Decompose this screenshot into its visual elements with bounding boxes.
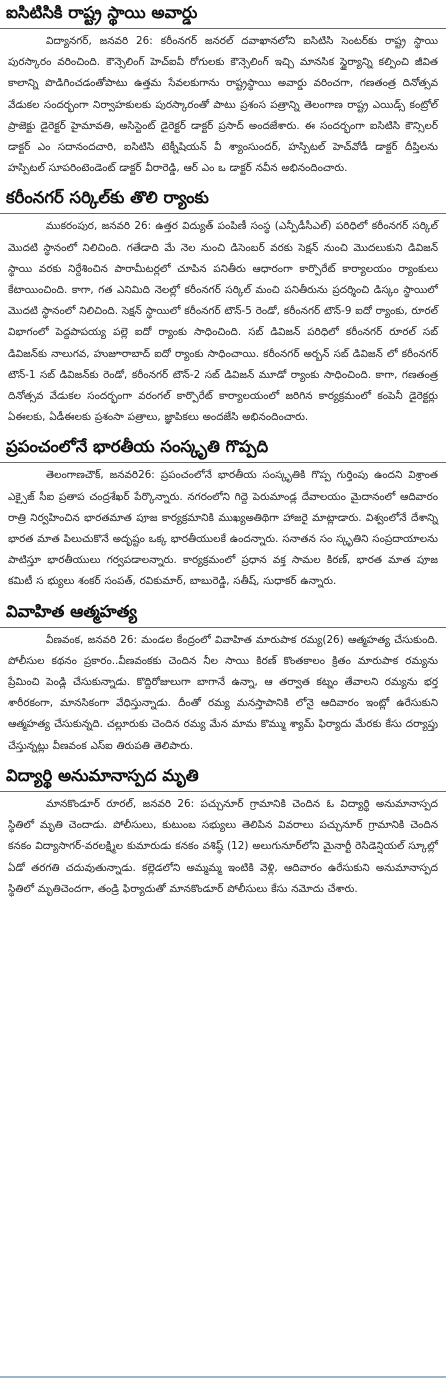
article-headline: వివాహిత ఆత్మహత్య [6,601,137,621]
article-body: ముకరంపుర, జనవరి 26: ఉత్తర విద్యుత్‌ పంపిణీ సంస్థ (ఎన్పీడీసీఎల్‌) పరిధిలో కరీంనగర్‌ సర్కిల్‌ మొదటి స్థానంలో నిలిచింది. గతేడాది మే నెల నుంచి డిసెంబర్‌ వరకు సెక్షన్‌ నుంచి మొదలుకుని డివిజన్‌ స్థాయి వరకు నిర్దేశించిన పారామీటర్లలో చూపిన పనితీరు ఆధారంగా కార్పొరేట్‌ కార్యాలయం ర్యాంకులు కేటాయించింది. కాగా, గత ఎనిమిది నెలల్లో కరీంనగర్‌ సర్కిల్‌ మంచి పనితీరును ప్రదర్శించి డిస్కం స్థాయిలో మొదటి స్థానంలో నిలిచింది. సెక్షన్‌ స్థాయిలో కరీంనగర్‌ టౌన్‌-5 రెండో, కరీంనగర్‌ టౌన్‌-9 ఐదో ర్యాంకు, రూరల్‌ విభాగంలో పెద్దపాపయ్య పల్లె ఐదో ర్యాంకు సాధించింది. సబ్‌ డివిజన్‌ పరిధిలో కరీంనగర్‌ రూరల్‌ సబ్‌ డివిజన్‌కు నాలుగవ, హుజూరాబాద్‌ ఐదో ర్యాంకు సాధించాయి. కరీంనగర్‌ అర్బన్‌ సబ్‌ డివిజన్‌ లో కరీంనగర్‌ టౌన్‌-1 సబ్‌ డివిజన్‌కు రెండో, కరీంనగర్‌ టౌన్‌-2 సబ్‌ డివిజన్‌ మూడో ర్యాంకు సాధించింది. కాగా, గణతంత్ర దినోత్సవ వేడుకల సందర్భంగా వరంగల్‌ కార్పొరేట్‌ కార్యాలయంలో జరిగిన కార్యక్రమంలో కంపెనీ డైరెక్టర్లు ఏఈలకు, ఏడీఈలకు ప్రశంసా పత్రాలు, జ్ఞాపికలు అందజేసి అభినందించారు. [8,220,438,424]
article-headline: కరీంనగర్‌ సర్కిల్‌కు తొలి ర్యాంకు [6,188,209,208]
article-body: మానకొండూర్‌ రూరల్‌, జనవరి 26: పచ్చునూర్‌ గ్రామానికి చెందిన ఓ విద్యార్థి అనుమానాస్పద స్థితిలో మృతి చెందాడు. పోలీసులు, కుటుంబ సభ్యులు తెలిపిన వివరాలు పచ్చునూర్‌ గ్రామానికి చెందిన కనకం విద్యాసాగర్‌-వరలక్ష్మిల కుమారుడు కనకం వశిష్ఠ్‌ (12) అలుగునూర్‌లోని మైనార్టీ రెసిడెన్షియల్‌ స్కూల్లో ఏడో తరగతి చదువుతున్నాడు. కల్లెడలోని అమ్మమ్మ ఇంటికి వెళ్లి, ఆదివారం ఉరేసుకుని అనుమానాస్పద స్థితిలో మృతిచెందగా, తండ్రి ఫిర్యాదుతో మానకొండూర్‌ పోలీసులు కేసు నమోదు చేశారు. [8,797,438,895]
article-karimnagar-circle-rank [0,183,446,432]
article-body: తెలంగాణచౌక్‌, జనవరి26: ప్రపంచంలోనే భారతీయ సంస్కృతికి గొప్ప గుర్తింపు ఉందని విశ్రాంత ఎక్సైజ్‌ సీఐ ప్రతాప చంద్రశేఖర్‌ పేర్కొన్నారు. నగరంలోని గిద్దె పెరుమాండ్ల దేవాలయం మైదానంలో ఆదివారం రాత్రి నిర్వహించిన భారతమాత పూజ కార్యక్రమానికి ముఖ్యఅతిథిగా హాజరై మాట్లాడారు. విశ్వంలోనే దేశాన్ని భారత మాత పిలుచుకొనే అదృష్టం ఒక్క భారతీయులకే ఉందన్నారు. సనాతన సం స్కృతిని సంప్రదాయాలను పాటిస్తూ భారతీయులు గర్వపడాలన్నారు. కార్యక్రమంలో ప్రధాన వక్త సామల కిరణ్‌, భారత మాత పూజ కమిటీ స భ్యులు శంకర్‌ సంపత్‌, రవికుమార్‌, బాబురెడ్డి, సతీష్‌, సుధాకర్‌ ఉన్నారు. [8,469,438,588]
article-body: వీణవంక, జనవరి 26: మండల కేంద్రంలో వివాహిత మారుపాక రమ్య(26) ఆత్మహత్య చేసుకుంది. పోలీసుల కథనం ప్రకారం..వీణవంకకు చెందిన నీల సాయి కిరణ్‌ కొంతకాలం క్రితం మారుపాక రమ్యను ప్రేమించి పెండ్లి చేసుకున్నాడు. కొద్దిరోజులుగా బాగానే ఉన్నా, ఆ తర్వాత కట్నం తేవాలని రమ్యను భర్త శారీరకంగా, మానసికంగా వేధిస్తున్నాడు. దీంతో రమ్య మనస్తాపానికి లోనై ఆదివారం ఇంట్లో ఉరేసుకుని ఆత్మహత్య చేసుకున్నది. చల్లూరుకు చెందిన రమ్య మేన మామ కొమ్ము శ్యామ్‌ ఫిర్యాదు మేరకు కేసు దర్యాప్తు చేస్తున్నట్లు వీణవంక ఎస్‌ఐ తిరుపతి తెలిపారు. [8,633,438,752]
article-student-suspicious-death [0,761,446,904]
article-body: విద్యానగర్‌, జనవరి 26: కరీంనగర్‌ జనరల్‌ దవాఖానలోని ఐసిటిసి సెంటర్‌కు రాష్ట్ర స్థాయి పురస్కారం వరించింది. కౌన్సెలింగ్‌ హెచ్‌ఐవీ రోగులకు కౌన్సెలింగ్‌ ఇచ్చి మానసిక స్థైర్యాన్ని కల్పించి జీవిత కాలాన్ని పొడిగించడంతోపాటు ఉత్తమ సేవలకుగాను రాష్ట్రస్థాయి అవార్డు వరించగా, గణతంత్ర దినోత్సవ వేడుకల సందర్భంగా నిర్వాహకులకు పురస్కారంతో పాటు ప్రశంస పత్రాన్ని తెలంగాణ రాష్ట్ర ఎయిడ్స్‌ కంట్రోల్‌ ప్రాజెక్టు డైరెక్టర్‌ హైమావతి, అసిస్టెంట్‌ డైరెక్టర్‌ డాక్టర్‌ ప్రసాద్‌ అందజేశారు. ఈ సందర్భంగా ఐసిటిసి కౌన్సిలర్‌ డాక్టర్‌ ఎం సదానందచారి, ఐసిటిసి టెక్నీషియన్‌ వీ శ్యాంసుందర్‌, హస్పిటల్‌ హెచ్‌వోడీ డాక్టర్‌ దీప్తిలను హస్పిటల్‌ సూపరింటెండెంట్‌ డాక్టర్‌ వీరారెడ్డి, ఆర్‌ ఎం ఒ డాక్టర్‌ నవీన అభినందించారు. [8,35,438,175]
article-ictc-award [0,2,446,183]
article-headline: ఐసిటిసికి రాష్ట్ర స్థాయి అవార్డు [6,3,198,22]
article-indian-culture [0,432,446,596]
bottom-border [0,1376,446,1378]
article-married-woman-suicide [0,597,446,761]
article-headline: విద్యార్థి అనుమానాస్పద మృతి [6,765,199,785]
article-headline: ప్రపంచంలోనే భారతీయ సంస్కృతి గొప్పది [6,437,269,457]
